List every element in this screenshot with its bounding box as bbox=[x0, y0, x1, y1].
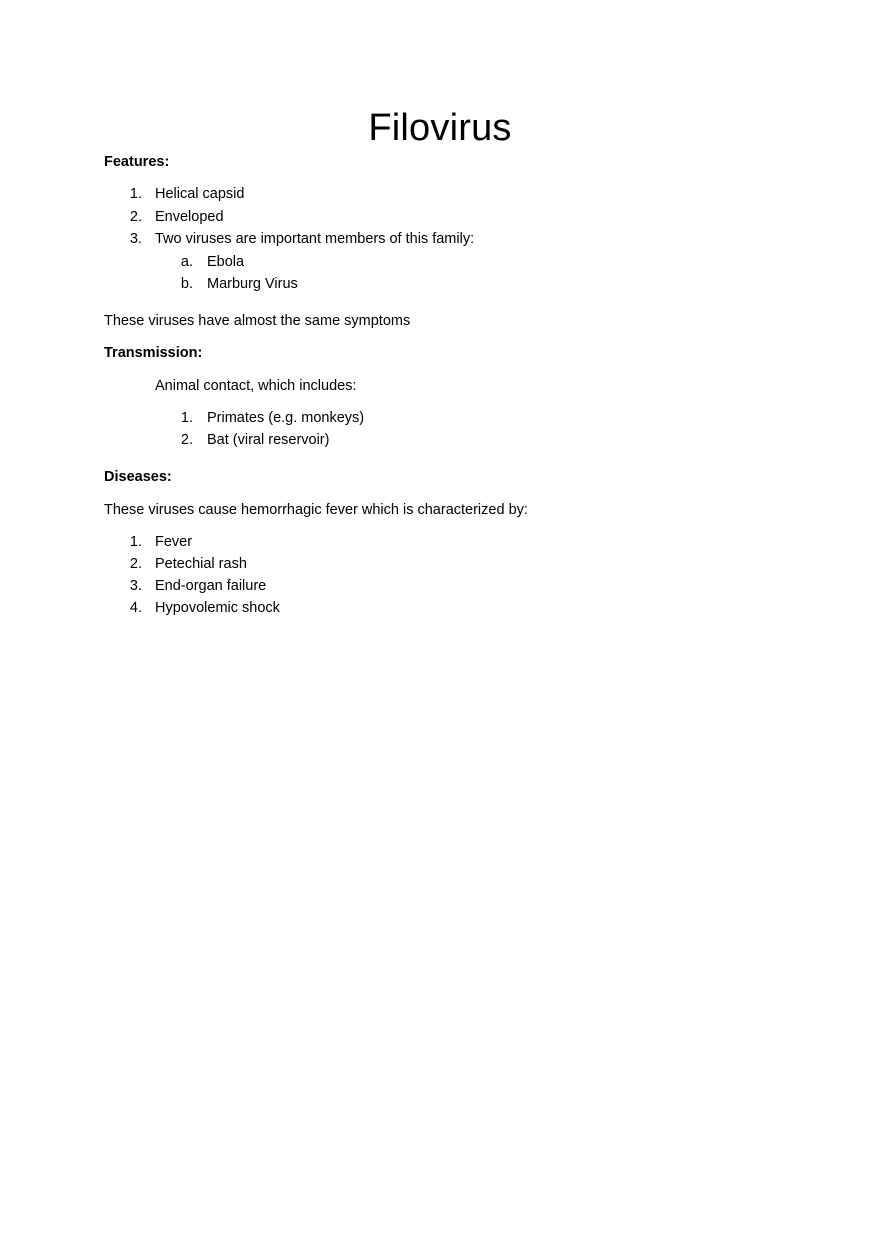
features-item-3-text: Two viruses are important members of this family: bbox=[155, 231, 475, 247]
features-item-1-text: Helical capsid bbox=[155, 186, 245, 202]
diseases-heading: Diseases: bbox=[104, 469, 172, 485]
features-subitem-b-marker: b. bbox=[180, 276, 193, 292]
features-subitem-a-text: Ebola bbox=[207, 254, 245, 270]
transmission-intro: Animal contact, which includes: bbox=[155, 378, 357, 394]
features-item-1-marker: 1. bbox=[129, 186, 142, 202]
page-title: Filovirus bbox=[368, 107, 512, 149]
diseases-item-1-marker: 1. bbox=[129, 534, 142, 550]
diseases-intro: These viruses cause hemorrhagic fever which is characterized by: bbox=[104, 502, 528, 518]
features-subitem-a-marker: a. bbox=[180, 254, 193, 270]
diseases-item-2-marker: 2. bbox=[129, 556, 142, 572]
transmission-item-1-marker: 1. bbox=[180, 410, 193, 426]
features-item-3-marker: 3. bbox=[129, 231, 142, 247]
diseases-item-3-text: End-organ failure bbox=[155, 578, 267, 594]
transmission-item-2-marker: 2. bbox=[180, 432, 193, 448]
features-note: These viruses have almost the same symptoms bbox=[104, 313, 411, 329]
transmission-item-2-text: Bat (viral reservoir) bbox=[207, 432, 330, 448]
transmission-heading: Transmission: bbox=[104, 345, 203, 361]
features-subitem-b-text: Marburg Virus bbox=[207, 276, 298, 292]
diseases-item-2-text: Petechial rash bbox=[155, 556, 247, 572]
diseases-item-4-text: Hypovolemic shock bbox=[155, 600, 280, 616]
features-item-2-marker: 2. bbox=[129, 209, 142, 225]
features-item-2-text: Enveloped bbox=[155, 209, 224, 225]
diseases-item-1-text: Fever bbox=[155, 534, 193, 550]
diseases-item-4-marker: 4. bbox=[129, 600, 142, 616]
features-heading: Features: bbox=[104, 154, 170, 170]
transmission-item-1-text: Primates (e.g. monkeys) bbox=[207, 410, 365, 426]
diseases-item-3-marker: 3. bbox=[129, 578, 142, 594]
